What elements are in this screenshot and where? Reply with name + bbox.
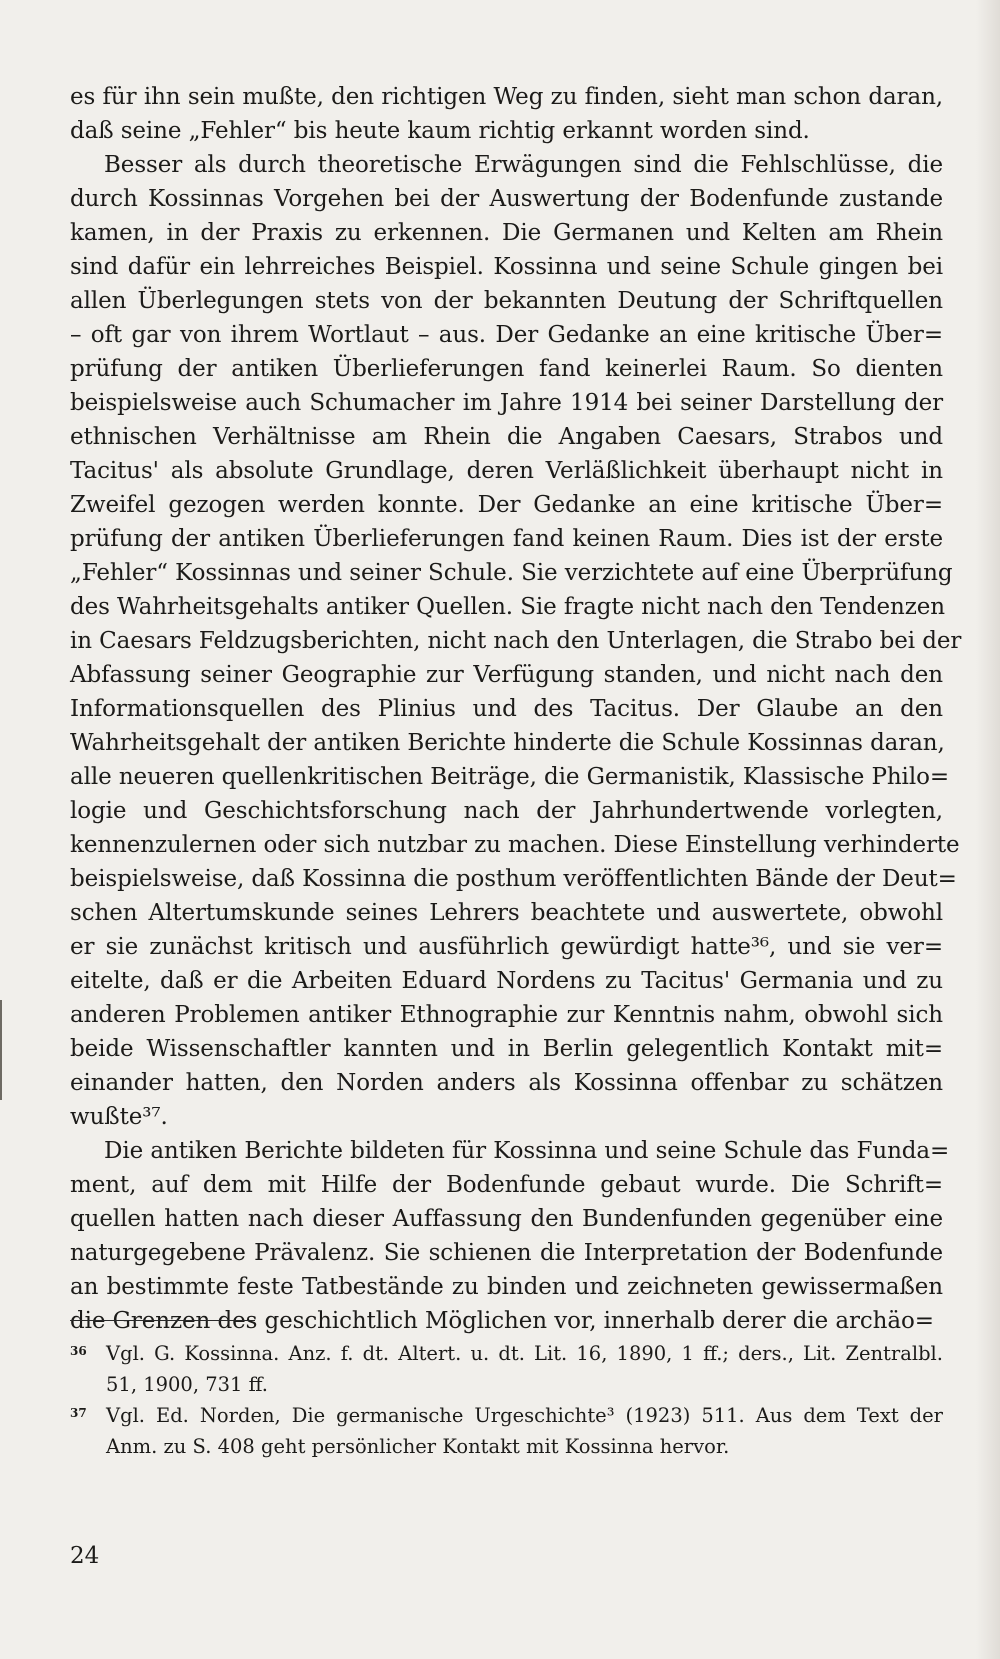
text-line: er sie zunächst kritisch und ausführlich gewürdigt hatte³⁶, und sie ver= <box>70 934 943 960</box>
footnote-separator <box>70 1320 255 1321</box>
paragraph <box>70 148 962 1134</box>
text-line: in Caesars Feldzugsberichten, nicht nach den Unterlagen, die Strabo bei der <box>70 628 962 654</box>
page-edge-shadow <box>976 0 1000 1659</box>
text-line: die Grenzen des geschichtlich Möglichen vor, innerhalb derer die archäo= <box>70 1308 934 1334</box>
footnote-line: Vgl. Ed. Norden, Die germanische Urgeschichte³ (1923) 511. Aus dem Text der <box>106 1404 943 1427</box>
text-line: Besser als durch theoretische Erwägungen sind die Fehlschlüsse, die <box>104 152 943 178</box>
text-line: prüfung der antiken Überlieferungen fand keinen Raum. Dies ist der erste <box>70 526 943 552</box>
text-line: Informationsquellen des Plinius und des Tacitus. Der Glaube an den <box>70 696 943 722</box>
text-line: einander hatten, den Norden anders als Kossinna offenbar zu schätzen <box>70 1070 943 1096</box>
text-line: Wahrheitsgehalt der antiken Berichte hinderte die Schule Kossinnas daran, <box>70 730 945 756</box>
footnote-line: Vgl. G. Kossinna. Anz. f. dt. Altert. u. dt. Lit. 16, 1890, 1 ff.; ders., Lit. Zentralbl. <box>106 1342 943 1365</box>
text-line: anderen Problemen antiker Ethnographie zur Kenntnis nahm, obwohl sich <box>70 1002 943 1028</box>
footnote <box>70 1338 943 1400</box>
text-line: – oft gar von ihrem Wortlaut – aus. Der Gedanke an eine kritische Über= <box>70 322 943 348</box>
text-line: allen Überlegungen stets von der bekannten Deutung der Schriftquellen <box>70 288 943 314</box>
text-line: Die antiken Berichte bildeten für Kossinna und seine Schule das Funda= <box>104 1138 950 1164</box>
text-line: ethnischen Verhältnisse am Rhein die Angaben Caesars, Strabos und <box>70 424 943 450</box>
footnote-number: 37 <box>70 1406 87 1420</box>
page-number: 24 <box>70 1543 100 1569</box>
text-line: naturgegebene Prävalenz. Sie schienen die Interpretation der Bodenfunde <box>70 1240 943 1266</box>
text-line: sind dafür ein lehrreiches Beispiel. Kossinna und seine Schule gingen bei <box>70 254 943 280</box>
body-text <box>70 80 962 1338</box>
text-line: ment, auf dem mit Hilfe der Bodenfunde gebaut wurde. Die Schrift= <box>70 1172 943 1198</box>
text-line: prüfung der antiken Überlieferungen fand keinerlei Raum. So dienten <box>70 356 943 382</box>
text-line: Zweifel gezogen werden konnte. Der Gedanke an eine kritische Über= <box>70 492 943 518</box>
text-line: an bestimmte feste Tatbestände zu binden und zeichneten gewissermaßen <box>70 1274 943 1300</box>
text-line: es für ihn sein mußte, den richtigen Weg zu finden, sieht man schon daran, <box>70 84 943 110</box>
text-line: beispielsweise auch Schumacher im Jahre 1914 bei seiner Darstellung der <box>70 390 943 416</box>
text-line: logie und Geschichtsforschung nach der Jahrhundertwende vorlegten, <box>70 798 943 824</box>
text-line: Abfassung seiner Geographie zur Verfügung standen, und nicht nach den <box>70 662 943 688</box>
footnotes <box>70 1338 943 1462</box>
paragraph <box>70 1134 950 1338</box>
footnote-line: 51, 1900, 731 ff. <box>106 1373 269 1396</box>
footnote-number: 36 <box>70 1344 87 1358</box>
text-line: daß seine „Fehler“ bis heute kaum richtig erkannt worden sind. <box>70 118 810 144</box>
paragraph <box>70 80 943 148</box>
text-line: quellen hatten nach dieser Auffassung den Bundenfunden gegenüber eine <box>70 1206 943 1232</box>
text-line: schen Altertumskunde seines Lehrers beachtete und auswertete, obwohl <box>70 900 943 926</box>
text-line: „Fehler“ Kossinnas und seiner Schule. Sie verzichtete auf eine Überprüfung <box>70 560 953 586</box>
page-edge-mark <box>0 1000 2 1100</box>
footnote-line: Anm. zu S. 408 geht persönlicher Kontakt mit Kossinna hervor. <box>106 1435 730 1458</box>
text-line: kennenzulernen oder sich nutzbar zu machen. Diese Einstellung verhinderte <box>70 832 960 858</box>
text-line: eitelte, daß er die Arbeiten Eduard Nordens zu Tacitus' Germania und zu <box>70 968 943 994</box>
text-line: Tacitus' als absolute Grundlage, deren Verläßlichkeit überhaupt nicht in <box>70 458 943 484</box>
text-line: durch Kossinnas Vorgehen bei der Auswertung der Bodenfunde zustande <box>70 186 943 212</box>
text-line: kamen, in der Praxis zu erkennen. Die Germanen und Kelten am Rhein <box>70 220 943 246</box>
text-line: alle neueren quellenkritischen Beiträge, die Germanistik, Klassische Philo= <box>70 764 949 790</box>
text-line: beide Wissenschaftler kannten und in Berlin gelegentlich Kontakt mit= <box>70 1036 943 1062</box>
footnote <box>70 1400 943 1462</box>
text-line: des Wahrheitsgehalts antiker Quellen. Sie fragte nicht nach den Tendenzen <box>70 594 945 620</box>
text-line: beispielsweise, daß Kossinna die posthum veröffentlichten Bände der Deut= <box>70 866 957 892</box>
text-line: wußte³⁷. <box>70 1104 168 1130</box>
